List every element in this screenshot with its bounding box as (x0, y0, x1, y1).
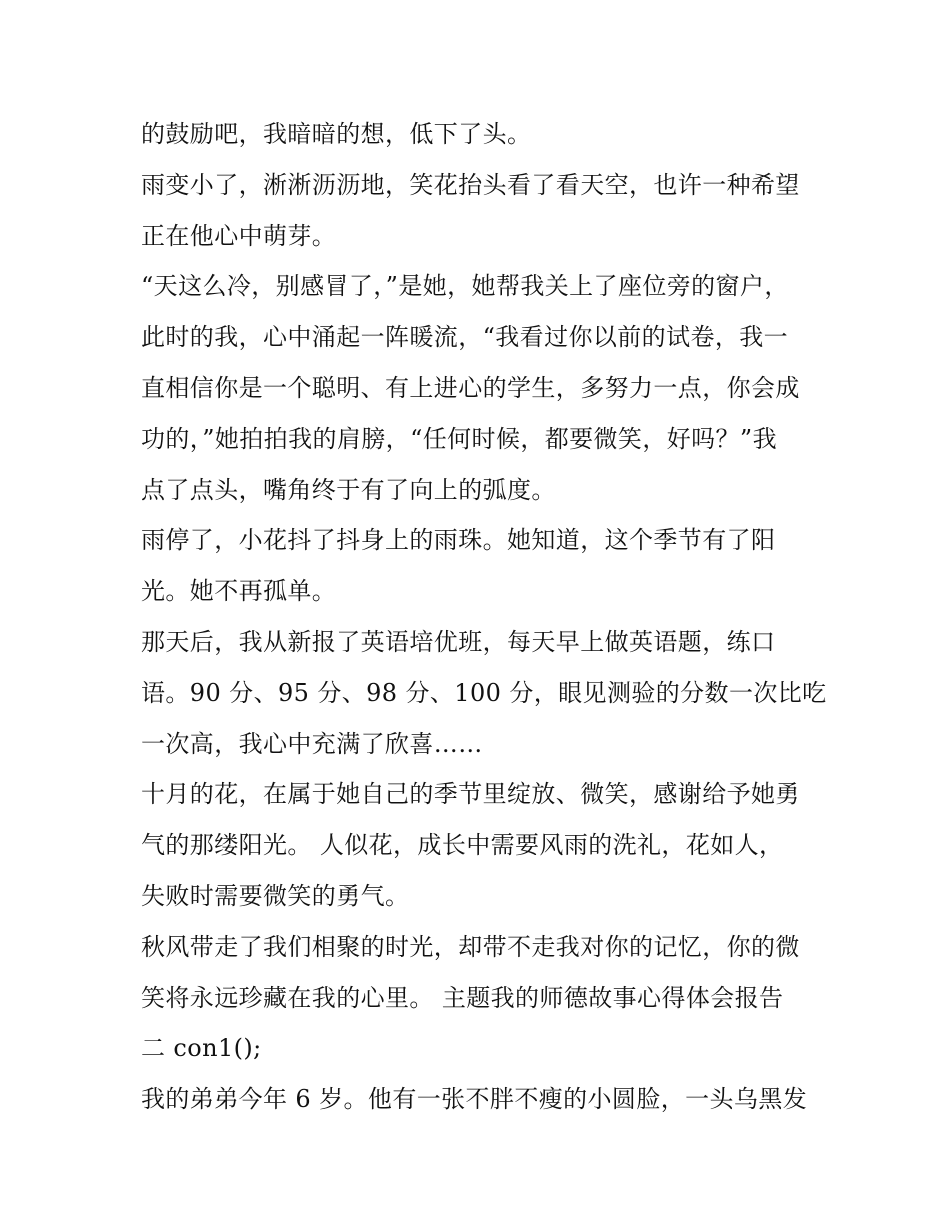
text-line: 秋风带走了我们相聚的时光，却带不走我对你的记忆，你的微 (141, 932, 800, 961)
text-line: 光。她不再孤单。 (141, 577, 337, 606)
text-line: 失败时需要微笑的勇气。 (141, 881, 410, 910)
text-line: 气的那缕阳光。 人似花，成长中需要风雨的洗礼，花如人， (141, 831, 784, 860)
text-line: 笑将永远珍藏在我的心里。 主题我的师德故事心得体会报告 (141, 983, 784, 1012)
text-line: 我的弟弟今年 6 岁。他有一张不胖不瘦的小圆脸，一头乌黑发 (141, 1085, 808, 1114)
text-line: 此时的我，心中涌起一阵暖流，“我看过你以前的试卷，我一 (141, 323, 789, 352)
text-line: 雨变小了，淅淅沥沥地，笑花抬头看了看天空，也许一种希望 (141, 170, 800, 199)
text-line: 雨停了，小花抖了抖身上的雨珠。她知道，这个季节有了阳 (141, 526, 776, 555)
text-line: 十月的花，在属于她自己的季节里绽放、微笑，感谢给予她勇 (141, 780, 800, 809)
text-line: 的鼓励吧，我暗暗的想，低下了头。 (141, 120, 532, 148)
text-line: 一次高，我心中充满了欣喜…… (141, 729, 483, 758)
text-line: 直相信你是一个聪明、有上进心的学生，多努力一点，你会成 (141, 373, 800, 402)
text-line: 功的，”她拍拍我的肩膀，“任何时候，都要微笑，好吗？”我 (141, 424, 778, 453)
text-line: 点了点头，嘴角终于有了向上的弧度。 (141, 475, 556, 504)
body-text (141, 109, 827, 1125)
text-line: “天这么冷，别感冒了，”是她，她帮我关上了座位旁的窗户， (141, 272, 789, 301)
text-line: 正在他心中萌芽。 (141, 221, 337, 250)
text-line: 那天后，我从新报了英语培优班，每天早上做英语题，练口 (141, 627, 776, 656)
text-line: 语。90 分、95 分、98 分、100 分，眼见测验的分数一次比吃 (141, 678, 827, 707)
text-line: 二 con1(); (141, 1034, 262, 1063)
